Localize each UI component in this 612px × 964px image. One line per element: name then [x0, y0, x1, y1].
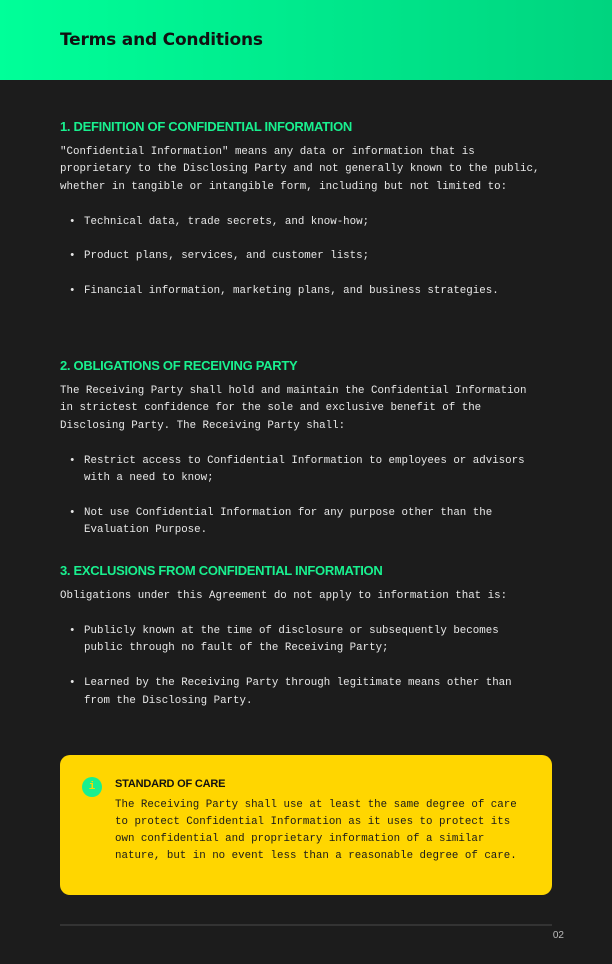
- list-item: • Restrict access to Confidential Information to employees or advisors with a need to know;: [60, 453, 560, 488]
- callout-title: STANDARD OF CARE: [115, 778, 226, 791]
- page-header: [0, 0, 612, 80]
- callout-body: The Receiving Party shall use at least the same degree of care to protect Confidential Information as it uses to protect its own confidential and proprietary information of a similar nature, but in no event less than a reasonable degree of care.: [115, 799, 517, 862]
- section-heading: 3. EXCLUSIONS FROM CONFIDENTIAL INFORMATION: [60, 563, 383, 579]
- list-item: • Learned by the Receiving Party through legitimate means other than from the Disclosing Party.: [60, 675, 560, 710]
- info-icon: i: [82, 777, 102, 797]
- section-intro: Obligations under this Agreement do not apply to information that is:: [60, 590, 508, 603]
- page-number: 02: [552, 930, 564, 942]
- section-intro: The Receiving Party shall hold and maintain the Confidential Information in strictest confidence for the sole and exclusive benefit of the Disclosing Party. The Receiving Party shall:: [60, 385, 527, 432]
- section-obligations: [60, 358, 560, 557]
- list-item: • Not use Confidential Information for any purpose other than the Evaluation Purpose.: [60, 505, 560, 540]
- page-content: [0, 80, 612, 895]
- footer-divider: [60, 924, 564, 964]
- list-item: • Product plans, services, and customer lists;: [60, 248, 560, 265]
- section-exclusions: [60, 563, 560, 727]
- list-item: • Technical data, trade secrets, and know-how;: [60, 214, 560, 231]
- standard-of-care-callout: [60, 755, 552, 895]
- page-title: Terms and Conditions: [60, 30, 263, 50]
- section-heading: 2. OBLIGATIONS OF RECEIVING PARTY: [60, 358, 298, 374]
- section-definition: [60, 119, 560, 318]
- list-item: • Financial information, marketing plans, and business strategies.: [60, 283, 560, 300]
- list-item: • Publicly known at the time of disclosure or subsequently becomes public through no fault of the Receiving Party;: [60, 623, 560, 658]
- section-intro: "Confidential Information" means any data or information that is proprietary to the Disclosing Party and not generally known to the public, whether in tangible or intangible form, including but not limited to:: [60, 146, 540, 193]
- section-heading: 1. DEFINITION OF CONFIDENTIAL INFORMATION: [60, 119, 352, 134]
